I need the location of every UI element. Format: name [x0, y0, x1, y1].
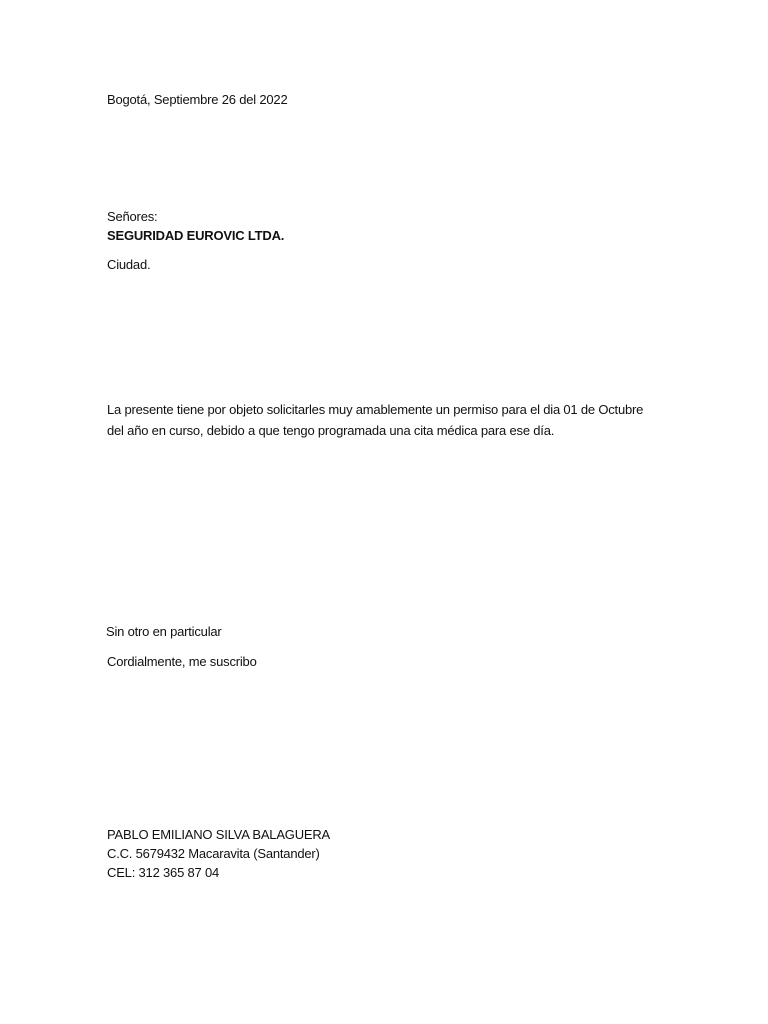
recipient-company: SEGURIDAD EUROVIC LTDA. — [107, 228, 285, 243]
closing-line-1: Sin otro en particular — [106, 624, 222, 639]
signature-id: C.C. 5679432 Macaravita (Santander) — [107, 846, 320, 861]
recipient-city: Ciudad. — [107, 257, 151, 272]
closing-line-2: Cordialmente, me suscribo — [107, 654, 257, 669]
date-line: Bogotá, Septiembre 26 del 2022 — [107, 92, 288, 107]
signature-name: PABLO EMILIANO SILVA BALAGUERA — [107, 827, 331, 842]
letter-body-line-2: del año en curso, debido a que tengo programada una cita médica para ese día. — [107, 423, 555, 438]
signature-phone: CEL: 312 365 87 04 — [107, 865, 220, 880]
recipient-salutation: Señores: — [107, 209, 158, 224]
letter-body — [107, 399, 667, 441]
letter-body-line-1: La presente tiene por objeto solicitarles muy amablemente un permiso para el dia 01 de Octubre — [107, 402, 644, 417]
